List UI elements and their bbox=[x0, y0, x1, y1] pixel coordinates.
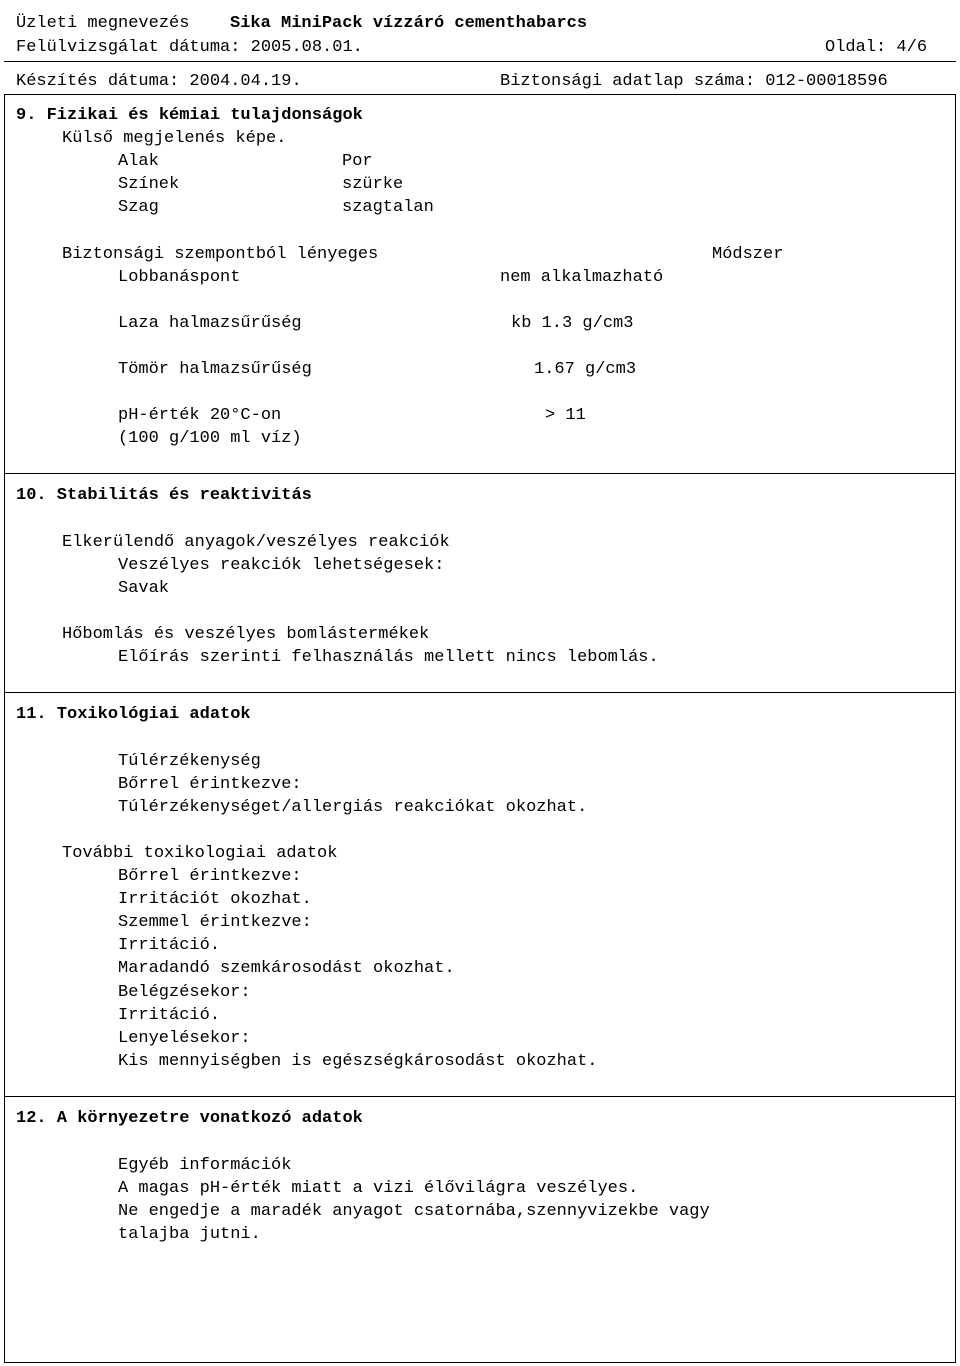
ph-condition: (100 g/100 ml víz) bbox=[118, 429, 302, 448]
flash-point-value: nem alkalmazható bbox=[500, 268, 664, 287]
flash-point-label: Lobbanáspont bbox=[118, 268, 241, 287]
header-divider bbox=[4, 61, 956, 62]
sds-number: Biztonsági adatlap száma: 012-00018596 bbox=[500, 72, 888, 91]
section-12-title: 12. A környezetre vonatkozó adatok bbox=[16, 1109, 363, 1128]
color-label: Színek bbox=[118, 175, 180, 194]
color-value: szürke bbox=[342, 175, 404, 194]
environment-line: Ne engedje a maradék anyagot csatornába,szennyvizekbe vagy bbox=[118, 1202, 710, 1221]
section-9-title: 9. Fizikai és kémiai tulajdonságok bbox=[16, 106, 363, 125]
product-name: Sika MiniPack vízzáró cementhabarcs bbox=[230, 14, 588, 33]
decomposition-title: Hőbomlás és veszélyes bomlástermékek bbox=[62, 625, 430, 644]
form-value: Por bbox=[342, 152, 373, 171]
toxicology-line: Irritáció. bbox=[118, 936, 221, 955]
hazardous-reactions-label: Veszélyes reakciók lehetségesek: bbox=[118, 556, 445, 575]
compact-density-value: 1.67 g/cm3 bbox=[534, 360, 637, 379]
more-toxicology-title: További toxikologiai adatok bbox=[62, 844, 338, 863]
product-name-label: Üzleti megnevezés bbox=[16, 14, 190, 33]
hazardous-reactions-value: Savak bbox=[118, 579, 170, 598]
toxicology-line: Bőrrel érintkezve: bbox=[118, 867, 302, 886]
ph-label: pH-érték 20°C-on bbox=[118, 406, 282, 425]
toxicology-line: Maradandó szemkárosodást okozhat. bbox=[118, 959, 455, 978]
toxicology-line: Szemmel érintkezve: bbox=[118, 913, 312, 932]
sensitization-title: Túlérzékenység bbox=[118, 752, 261, 771]
revision-date: Felülvizsgálat dátuma: 2005.08.01. bbox=[16, 38, 363, 57]
section-divider-11-12 bbox=[4, 1096, 956, 1097]
frame-right bbox=[955, 94, 956, 1362]
ph-value: > 11 bbox=[545, 406, 586, 425]
appearance-title: Külső megjelenés képe. bbox=[62, 129, 287, 148]
loose-density-label: Laza halmazsűrűség bbox=[118, 314, 302, 333]
toxicology-line: Kis mennyiségben is egészségkárosodást okozhat. bbox=[118, 1052, 598, 1071]
sensitization-skin-label: Bőrrel érintkezve: bbox=[118, 775, 302, 794]
environment-line: A magas pH-érték miatt a vizi élővilágra veszélyes. bbox=[118, 1179, 639, 1198]
decomposition-value: Előírás szerinti felhasználás mellett nincs lebomlás. bbox=[118, 648, 659, 667]
section-divider-10-11 bbox=[4, 692, 956, 693]
toxicology-line: Lenyelésekor: bbox=[118, 1029, 251, 1048]
section-divider-9-10 bbox=[4, 473, 956, 474]
loose-density-value: kb 1.3 g/cm3 bbox=[511, 314, 634, 333]
page-number: Oldal: 4/6 bbox=[825, 38, 928, 57]
sensitization-skin-value: Túlérzékenységet/allergiás reakciókat okozhat. bbox=[118, 798, 588, 817]
frame-left bbox=[4, 94, 5, 1362]
odor-label: Szag bbox=[118, 198, 159, 217]
compact-density-label: Tömör halmazsűrűség bbox=[118, 360, 312, 379]
toxicology-line: Irritáció. bbox=[118, 1006, 221, 1025]
other-info-title: Egyéb információk bbox=[118, 1156, 292, 1175]
form-label: Alak bbox=[118, 152, 159, 171]
method-label: Módszer bbox=[712, 245, 784, 264]
avoid-materials-title: Elkerülendő anyagok/veszélyes reakciók bbox=[62, 533, 450, 552]
odor-value: szagtalan bbox=[342, 198, 434, 217]
safety-relevant-label: Biztonsági szempontból lényeges bbox=[62, 245, 379, 264]
frame-bottom bbox=[4, 1362, 956, 1363]
section-11-title: 11. Toxikológiai adatok bbox=[16, 705, 251, 724]
toxicology-line: Irritációt okozhat. bbox=[118, 890, 312, 909]
frame-top bbox=[4, 94, 956, 95]
environment-line: talajba jutni. bbox=[118, 1225, 261, 1244]
creation-date: Készítés dátuma: 2004.04.19. bbox=[16, 72, 302, 91]
section-10-title: 10. Stabilitás és reaktivitás bbox=[16, 486, 312, 505]
toxicology-line: Belégzésekor: bbox=[118, 983, 251, 1002]
